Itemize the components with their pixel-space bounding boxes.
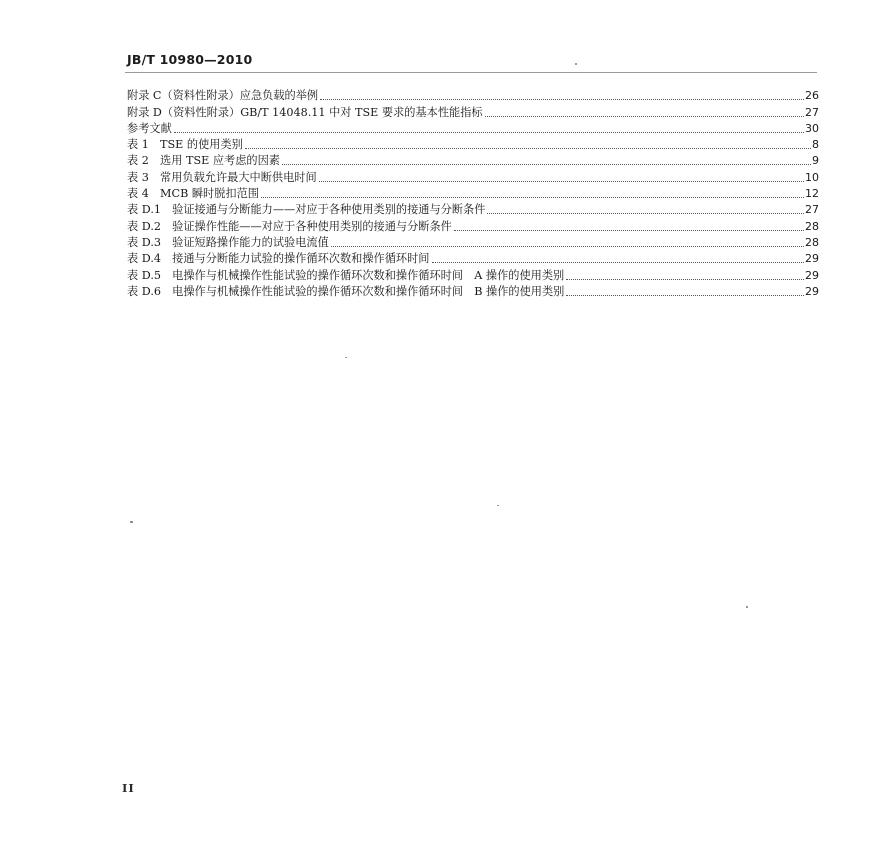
- toc-entry-title: 参考文献: [127, 121, 172, 135]
- toc-entry-page: 30: [805, 121, 819, 135]
- table-of-contents: [127, 87, 819, 299]
- toc-entry-page: 29: [805, 284, 819, 298]
- toc-entry-title: 表 D.6 电操作与机械操作性能试验的操作循环次数和操作循环时间 B 操作的使用类别: [127, 284, 565, 298]
- toc-leader-dots: [566, 279, 804, 280]
- toc-entry-title: 表 2 选用 TSE 应考虑的因素: [127, 154, 280, 168]
- toc-entry-page: 26: [805, 89, 819, 103]
- toc-entry-page: 29: [805, 252, 819, 266]
- toc-entry-page: 10: [805, 170, 819, 184]
- toc-entry-page: 27: [805, 203, 819, 217]
- toc-entry-title: 表 D.2 验证操作性能——对应于各种使用类别的接通与分断条件: [127, 219, 452, 233]
- toc-entry-table-3[interactable]: [127, 168, 819, 184]
- header-rule: [125, 72, 817, 73]
- toc-entry-page: 27: [805, 105, 819, 119]
- scan-speck: [345, 357, 347, 358]
- toc-leader-dots: [261, 197, 804, 198]
- toc-entry-title: 表 D.4 接通与分断能力试验的操作循环次数和操作循环时间: [127, 252, 430, 266]
- toc-entry-table-d5[interactable]: [127, 266, 819, 282]
- toc-entry-table-d3[interactable]: [127, 234, 819, 250]
- toc-entry-page: 28: [805, 235, 819, 249]
- toc-entry-title: 表 D.5 电操作与机械操作性能试验的操作循环次数和操作循环时间 A 操作的使用类别: [127, 268, 565, 282]
- toc-leader-dots: [487, 213, 804, 214]
- toc-leader-dots: [319, 181, 804, 182]
- page-number: II: [122, 781, 135, 795]
- toc-entry-title: 表 1 TSE 的使用类别: [127, 138, 243, 152]
- toc-entry-page: 12: [805, 187, 819, 201]
- toc-entry-table-2[interactable]: [127, 152, 819, 168]
- scan-speck: [497, 505, 499, 506]
- toc-entry-title: 表 D.3 验证短路操作能力的试验电流值: [127, 235, 329, 249]
- toc-entry-table-d1[interactable]: [127, 201, 819, 217]
- toc-leader-dots: [485, 116, 804, 117]
- toc-entry-title: 表 3 常用负载允许最大中断供电时间: [127, 170, 317, 184]
- toc-entry-table-d4[interactable]: [127, 250, 819, 266]
- toc-entry-page: 28: [805, 219, 819, 233]
- toc-leader-dots: [331, 246, 804, 247]
- toc-entry-page: 8: [812, 138, 819, 152]
- toc-entry-title: 附录 C（资料性附录）应急负载的举例: [127, 89, 319, 103]
- toc-entry-title: 表 D.1 验证接通与分断能力——对应于各种使用类别的接通与分断条件: [127, 203, 486, 217]
- toc-entry-table-4[interactable]: [127, 185, 819, 201]
- toc-entry-references[interactable]: [127, 120, 819, 136]
- toc-entry-table-d6[interactable]: [127, 283, 819, 299]
- toc-leader-dots: [245, 148, 811, 149]
- toc-entry-table-d2[interactable]: [127, 217, 819, 233]
- toc-leader-dots: [320, 99, 804, 100]
- toc-leader-dots: [454, 230, 804, 231]
- toc-leader-dots: [282, 164, 811, 165]
- toc-entry-page: 9: [812, 154, 819, 168]
- toc-entry-page: 29: [805, 268, 819, 282]
- toc-leader-dots: [174, 132, 804, 133]
- toc-entry-title: 表 4 MCB 瞬时脱扣范围: [127, 187, 259, 201]
- scan-speck: [130, 521, 133, 523]
- scan-speck: [575, 63, 577, 65]
- standard-code: JB/T 10980—2010: [127, 52, 253, 67]
- scan-speck: [746, 606, 748, 608]
- toc-entry-title: 附录 D（资料性附录）GB/T 14048.11 中对 TSE 要求的基本性能指标: [127, 105, 483, 119]
- toc-entry-appendix-c[interactable]: [127, 87, 819, 103]
- toc-leader-dots: [566, 295, 804, 296]
- toc-entry-table-1[interactable]: [127, 136, 819, 152]
- toc-entry-appendix-d[interactable]: [127, 103, 819, 119]
- toc-leader-dots: [432, 262, 805, 263]
